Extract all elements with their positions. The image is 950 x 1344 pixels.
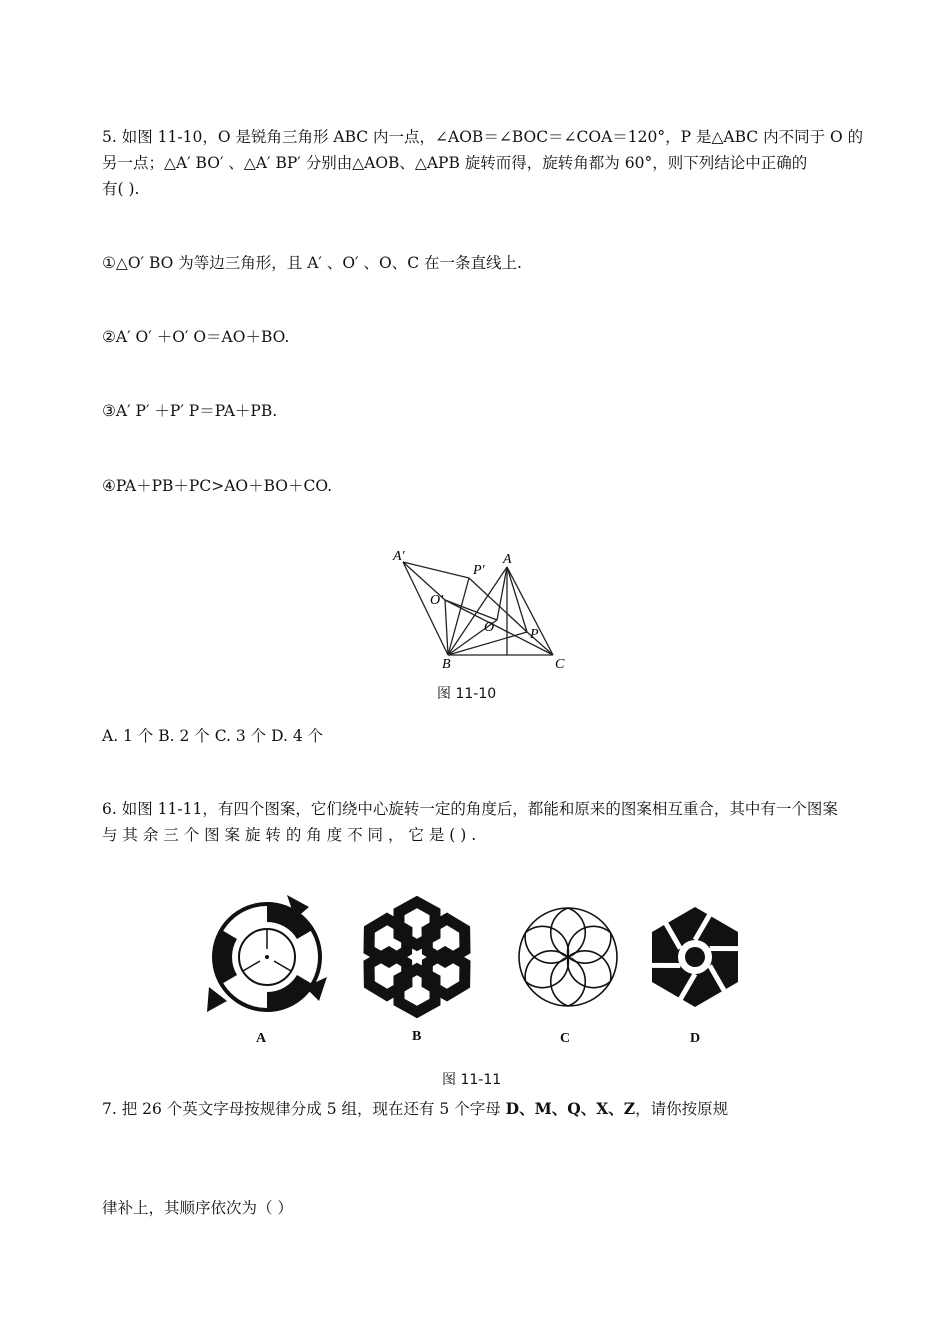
label-b: B [442,657,451,672]
pattern-label-a: A [256,1031,267,1046]
q6-line-2: 与 其 余 三 个 图 案 旋 转 的 角 度 不 同 ， 它 是 ( ) . [102,826,477,844]
pattern-label-d: D [690,1031,701,1046]
q5-line-3: 有( ). [102,180,140,198]
pattern-label-b: B [412,1029,422,1044]
q5-options: A. 1 个 B. 2 个 C. 3 个 D. 4 个 [102,727,324,745]
figure-11-11-caption: 图 11-11 [442,1072,502,1088]
label-o-prime: O′ [430,593,444,608]
segment-o-prime-b [445,600,448,655]
pattern-b [360,902,473,1012]
pattern-a [207,895,327,1012]
q7-line-1-prefix: 7. 把 26 个英文字母按规律分成 5 组，现在还有 5 个字母 [102,1100,506,1118]
q5-line-1: 5. 如图 11-10，O 是锐角三角形 ABC 内一点，∠AOB＝∠BOC＝∠COA＝120°，P 是△ABC 内不同于 O 的 [102,128,864,146]
label-o: O [484,620,495,635]
q5-statement-4: ④PA＋PB＋PC>AO＋BO＋CO. [102,477,333,495]
segment-a-prime-b [403,562,448,655]
q6-line-1: 6. 如图 11-11，有四个图案，它们绕中心旋转一定的角度后，都能和原来的图案相互重合，其中有一个图案 [102,800,838,818]
q7-line-1-suffix: ，请你按原规 [635,1100,729,1118]
label-a: A [503,552,512,567]
segment-a-prime-p-prime [403,562,469,578]
pattern-label-c: C [560,1031,571,1046]
q7-line-1 [102,1098,728,1120]
label-a-prime: A′ [393,549,405,564]
pattern-d [644,907,745,1007]
q5-statement-2: ②A′ O′ ＋O′ O＝AO＋BO. [102,328,290,346]
q5-statement-1: ①△O′ BO 为等边三角形，且 A′ 、O′ 、O、C 在一条直线上. [102,254,522,272]
figure-11-10-caption: 图 11-10 [437,686,497,702]
pattern-c [517,908,619,1006]
label-c: C [555,657,565,672]
q7-letters: D、M、Q、X、Z [505,1099,636,1118]
segment-b-p [448,632,527,655]
label-p-prime: P′ [473,563,485,578]
segment-p-prime-b [448,578,469,655]
label-p: P [530,627,539,642]
figure-11-10-diagram [385,540,585,675]
q7-line-2: 律补上，其顺序依次为（ ） [102,1199,293,1217]
q5-statement-3: ③A′ P′ ＋P′ P＝PA＋PB. [102,402,278,420]
q5-line-2: 另一点；△A′ BO′ 、△A′ BP′ 分别由△AOB、△APB 旋转而得，旋转角都为 60°，则下列结论中正确的 [102,154,808,172]
figure-11-11-patterns [200,895,750,1025]
segment-o-prime-o [445,600,497,620]
